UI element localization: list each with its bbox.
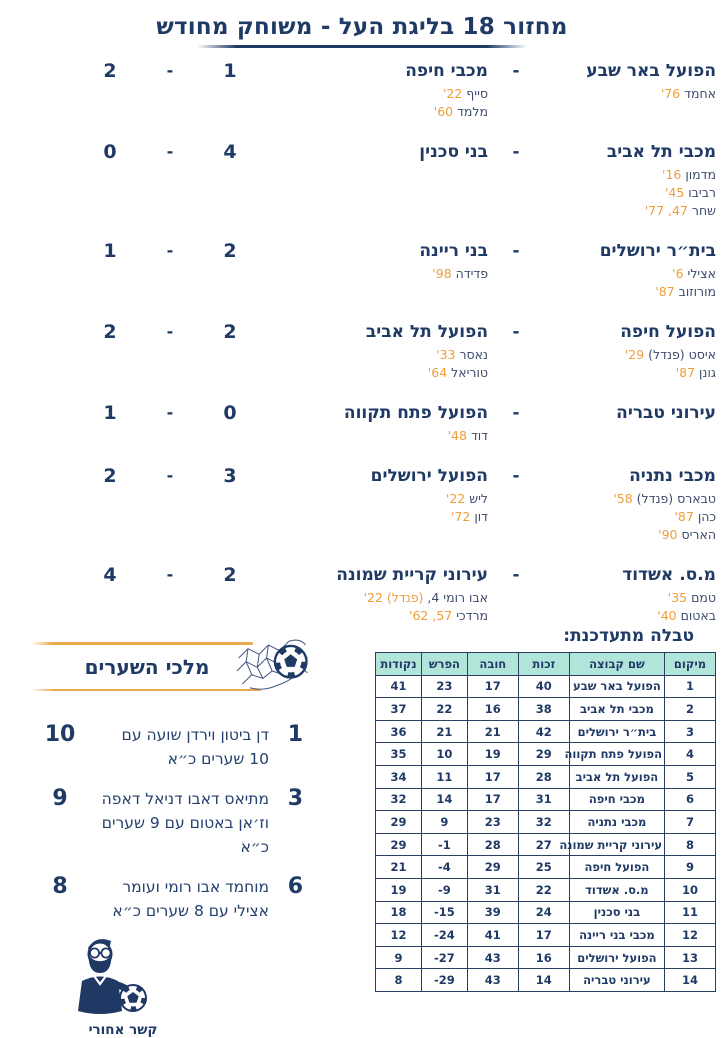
home-team-name: מ.ס. אשדוד	[622, 565, 716, 585]
stat-cell: 21	[376, 856, 422, 879]
team-separator: -	[512, 142, 520, 162]
home-score: 2	[223, 240, 237, 262]
away-team-name: הפועל תל אביב	[365, 322, 488, 342]
team-separator: -	[512, 466, 520, 486]
stat-cell: 36	[376, 720, 422, 743]
away-score: 1	[103, 402, 117, 424]
scorer-description: מוחמד אבו רומי ועומר אצילי עם 8 שערים כ״א	[112, 878, 269, 920]
stat-cell: 29	[376, 833, 422, 856]
goal-scorer: מרדכי 57, 62'	[409, 608, 488, 623]
stat-cell: 24	[518, 901, 569, 924]
away-score: 2	[103, 321, 117, 343]
goal-scorer: מלמד 60'	[433, 104, 488, 119]
away-team-name: הפועל פתח תקווה	[343, 403, 488, 423]
home-scorers	[544, 346, 716, 382]
stat-cell: 29	[518, 743, 569, 766]
top-scorers-header	[25, 642, 303, 691]
home-team-name: הפועל באר שבע	[586, 61, 716, 81]
stat-cell: 11	[665, 901, 716, 924]
stat-cell: 14	[421, 788, 467, 811]
stat-cell: 32	[518, 811, 569, 834]
stat-cell: 23	[467, 811, 518, 834]
stat-cell: -24	[421, 924, 467, 947]
stat-cell: 43	[467, 946, 518, 969]
team-name-cell: עירוני קריית שמונה	[569, 833, 664, 856]
home-team-cell	[544, 60, 716, 103]
home-scorers	[544, 589, 716, 625]
team-name-cell: בני סכנין	[569, 901, 664, 924]
stat-cell: 3	[665, 720, 716, 743]
score-separator: -	[166, 466, 174, 485]
home-team-name: עירוני טבריה	[616, 403, 716, 423]
team-name-cell: מכבי בני ריינה	[569, 924, 664, 947]
stat-cell: 37	[376, 698, 422, 721]
home-team-cell	[544, 321, 716, 382]
score-separator: -	[166, 241, 174, 260]
away-team-name: בני ריינה	[419, 241, 488, 261]
away-team-name: מכבי חיפה	[405, 61, 488, 81]
home-scorers	[544, 490, 716, 544]
team-name-cell: הפועל ירושלים	[569, 946, 664, 969]
table-row	[376, 765, 716, 788]
top-scorers-section	[25, 642, 303, 939]
stat-cell: -9	[421, 878, 467, 901]
stat-cell: 34	[376, 765, 422, 788]
goal-scorer: באטום 40'	[657, 608, 716, 623]
score-group	[0, 240, 270, 262]
goal-scorer: פדידה 98'	[432, 266, 488, 281]
team-separator: -	[512, 241, 520, 261]
mascot	[28, 932, 178, 1038]
stat-cell: 1	[665, 675, 716, 698]
table-header-cell: הפרש	[421, 653, 467, 676]
home-scorers	[544, 265, 716, 301]
goal-scorer: מדמון 16'	[662, 167, 716, 182]
score-group	[0, 60, 270, 82]
top-scorer-entry	[25, 875, 303, 923]
stat-cell: 13	[665, 946, 716, 969]
away-scorers	[270, 346, 488, 382]
match-result-row	[0, 465, 716, 544]
table-header-cell: נקודות	[376, 653, 422, 676]
score-separator: -	[166, 61, 174, 80]
match-result-row	[0, 60, 716, 121]
stat-cell: 2	[665, 698, 716, 721]
league-table-section	[375, 626, 716, 992]
stat-cell: 27	[518, 833, 569, 856]
stat-cell: 22	[421, 698, 467, 721]
home-team-name: מכבי תל אביב	[606, 142, 716, 162]
goal-scorer: כהן 87'	[674, 509, 716, 524]
stat-cell: 21	[467, 720, 518, 743]
home-score: 1	[223, 60, 237, 82]
match-result-row	[0, 564, 716, 625]
stat-cell: 40	[518, 675, 569, 698]
top-scorer-entry	[25, 723, 303, 771]
stat-cell: 35	[376, 743, 422, 766]
goal-scorer: טמם 35'	[667, 590, 716, 605]
stat-cell: 19	[376, 878, 422, 901]
goal-scorer: איסט (פנדל) 29'	[624, 347, 716, 362]
stat-cell: -1	[421, 833, 467, 856]
home-scorers	[544, 85, 716, 103]
team-separator: -	[512, 565, 520, 585]
scorer-rank: 6	[287, 874, 303, 899]
scorer-rank: 1	[287, 722, 303, 747]
title-underline	[197, 45, 527, 48]
away-team-cell	[270, 141, 488, 166]
goal-scorer: רביבו 45'	[664, 185, 716, 200]
home-score: 4	[223, 141, 237, 163]
stat-cell: 17	[467, 765, 518, 788]
stat-cell: 10	[665, 878, 716, 901]
goal-scorer: דוד 48'	[447, 428, 488, 443]
away-team-cell	[270, 321, 488, 382]
home-team-cell	[544, 141, 716, 220]
home-team-cell	[544, 564, 716, 625]
team-separator: -	[512, 61, 520, 81]
match-result-row	[0, 402, 716, 445]
home-team-cell	[544, 465, 716, 544]
scorer-goal-count: 10	[44, 722, 76, 747]
score-separator: -	[166, 322, 174, 341]
goal-scorer: אצילי 6'	[672, 266, 716, 281]
stat-cell: 16	[467, 698, 518, 721]
stat-cell: 8	[376, 969, 422, 992]
stat-cell: 16	[518, 946, 569, 969]
stat-cell: 10	[421, 743, 467, 766]
away-scorers	[270, 265, 488, 283]
stat-cell: -27	[421, 946, 467, 969]
stat-cell: 19	[467, 743, 518, 766]
top-scorers-title: מלכי השערים	[84, 655, 210, 679]
team-name-cell: הפועל פתח תקווה	[569, 743, 664, 766]
score-group	[0, 465, 270, 487]
stat-cell: 12	[665, 924, 716, 947]
goal-scorer: ליש 22'	[445, 491, 488, 506]
stat-cell: 5	[665, 765, 716, 788]
stat-cell: -15	[421, 901, 467, 924]
scorer-description: מתיאס דאבו דניאל דאפה וז׳אן באטום עם 9 שערים כ״א	[101, 790, 269, 856]
stat-cell: 29	[376, 811, 422, 834]
goal-scorer: אחמד 76'	[660, 86, 716, 101]
away-score: 1	[103, 240, 117, 262]
top-scorer-entry	[25, 787, 303, 859]
team-name-cell: הפועל באר שבע	[569, 675, 664, 698]
stat-cell: 39	[467, 901, 518, 924]
page-title: מחזור 18 בליגת העל - משוחק מחודש	[156, 14, 568, 40]
table-row	[376, 698, 716, 721]
score-group	[0, 321, 270, 343]
away-score: 0	[103, 141, 117, 163]
stat-cell: 9	[376, 946, 422, 969]
team-separator: -	[512, 403, 520, 423]
score-group	[0, 402, 270, 424]
goal-scorer: טבארס (פנדל) 58'	[613, 491, 716, 506]
home-team-name: הפועל חיפה	[620, 322, 716, 342]
league-table	[375, 652, 716, 992]
stat-cell: 21	[421, 720, 467, 743]
home-team-name: בית״ר ירושלים	[599, 241, 716, 261]
match-result-row	[0, 321, 716, 382]
stat-cell: 23	[421, 675, 467, 698]
away-scorers	[270, 85, 488, 121]
goal-scorer: סייף 22'	[442, 86, 488, 101]
stat-cell: 31	[467, 878, 518, 901]
team-name-cell: הפועל חיפה	[569, 856, 664, 879]
home-team-name: מכבי נתניה	[629, 466, 716, 486]
scorer-description: דן ביטון וירדן שועה עם 10 שערים כ״א	[121, 726, 269, 768]
soccer-ball-in-net-icon	[235, 630, 313, 703]
away-score: 2	[103, 60, 117, 82]
away-score: 4	[103, 564, 117, 586]
away-team-cell	[270, 402, 488, 445]
home-scorers	[544, 166, 716, 220]
table-row	[376, 720, 716, 743]
table-row	[376, 856, 716, 879]
table-row	[376, 833, 716, 856]
stat-cell: 43	[467, 969, 518, 992]
stat-cell: 17	[518, 924, 569, 947]
table-row	[376, 901, 716, 924]
table-row	[376, 878, 716, 901]
match-results-list	[0, 60, 724, 625]
table-header-cell: מיקום	[665, 653, 716, 676]
scorer-goal-count: 9	[52, 786, 68, 811]
team-name-cell: הפועל תל אביב	[569, 765, 664, 788]
scorer-rank: 3	[287, 786, 303, 811]
stat-cell: 41	[467, 924, 518, 947]
table-row	[376, 675, 716, 698]
home-team-cell	[544, 402, 716, 427]
stat-cell: -4	[421, 856, 467, 879]
stat-cell: 28	[518, 765, 569, 788]
goal-scorer: שחר 47, 77'	[644, 203, 716, 218]
scorer-goal-count: 8	[52, 874, 68, 899]
table-row	[376, 788, 716, 811]
score-separator: -	[166, 565, 174, 584]
stat-cell: 25	[518, 856, 569, 879]
away-team-cell	[270, 465, 488, 526]
gold-divider-line	[31, 689, 261, 692]
stat-cell: 4	[665, 743, 716, 766]
stat-cell: 8	[665, 833, 716, 856]
gold-divider-line	[31, 642, 253, 645]
stat-cell: 14	[665, 969, 716, 992]
home-score: 0	[223, 402, 237, 424]
away-score: 2	[103, 465, 117, 487]
stat-cell: 9	[421, 811, 467, 834]
goal-scorer: גונן 87'	[675, 365, 716, 380]
stat-cell: 22	[518, 878, 569, 901]
table-header-cell: שם קבוצה	[569, 653, 664, 676]
bearded-man-with-ball-illustration	[38, 932, 168, 1022]
goal-scorer: נאסר 33'	[436, 347, 488, 362]
away-scorers	[270, 427, 488, 445]
away-team-name: עירוני קריית שמונה	[336, 565, 488, 585]
stat-cell: 14	[518, 969, 569, 992]
stat-cell: -29	[421, 969, 467, 992]
table-row	[376, 811, 716, 834]
league-table-title: טבלה מתעדכנת:	[563, 626, 694, 646]
home-score: 2	[223, 564, 237, 586]
stat-cell: 12	[376, 924, 422, 947]
match-result-row	[0, 240, 716, 301]
stat-cell: 7	[665, 811, 716, 834]
stat-cell: 17	[467, 788, 518, 811]
score-group	[0, 141, 270, 163]
table-row	[376, 924, 716, 947]
score-separator: -	[166, 403, 174, 422]
stat-cell: 11	[421, 765, 467, 788]
stat-cell: 38	[518, 698, 569, 721]
goal-scorer: האריס 90'	[658, 527, 716, 542]
stat-cell: 17	[467, 675, 518, 698]
stat-cell: 28	[467, 833, 518, 856]
match-result-row	[0, 141, 716, 220]
away-scorers	[270, 490, 488, 526]
away-team-cell	[270, 564, 488, 625]
away-team-name: בני סכנין	[419, 142, 488, 162]
home-score: 3	[223, 465, 237, 487]
table-row	[376, 946, 716, 969]
team-name-cell: מכבי חיפה	[569, 788, 664, 811]
stat-cell: 29	[467, 856, 518, 879]
away-team-name: הפועל ירושלים	[370, 466, 488, 486]
team-name-cell: בית״ר ירושלים	[569, 720, 664, 743]
table-header-row	[376, 653, 716, 676]
away-team-cell	[270, 60, 488, 121]
goal-scorer: מורוזוב 87'	[655, 284, 716, 299]
table-header-cell: חובה	[467, 653, 518, 676]
score-separator: -	[166, 142, 174, 161]
goal-scorer: אבו רומי 4, (פנדל) 22'	[363, 590, 488, 605]
team-name-cell: עירוני טבריה	[569, 969, 664, 992]
mascot-label: קשר אחורי	[88, 1022, 158, 1038]
goal-scorer: דון 72'	[451, 509, 488, 524]
home-team-cell	[544, 240, 716, 301]
top-scorers-list	[25, 723, 303, 923]
away-scorers	[270, 589, 488, 625]
table-row	[376, 969, 716, 992]
stat-cell: 9	[665, 856, 716, 879]
team-separator: -	[512, 322, 520, 342]
stat-cell: 18	[376, 901, 422, 924]
stat-cell: 6	[665, 788, 716, 811]
score-group	[0, 564, 270, 586]
header	[0, 0, 724, 48]
stat-cell: 31	[518, 788, 569, 811]
team-name-cell: מ.ס. אשדוד	[569, 878, 664, 901]
stat-cell: 41	[376, 675, 422, 698]
stat-cell: 42	[518, 720, 569, 743]
home-score: 2	[223, 321, 237, 343]
team-name-cell: מכבי תל אביב	[569, 698, 664, 721]
away-team-cell	[270, 240, 488, 283]
stat-cell: 32	[376, 788, 422, 811]
team-name-cell: מכבי נתניה	[569, 811, 664, 834]
table-header-cell: זכות	[518, 653, 569, 676]
table-row	[376, 743, 716, 766]
goal-scorer: טוריאל 64'	[427, 365, 488, 380]
